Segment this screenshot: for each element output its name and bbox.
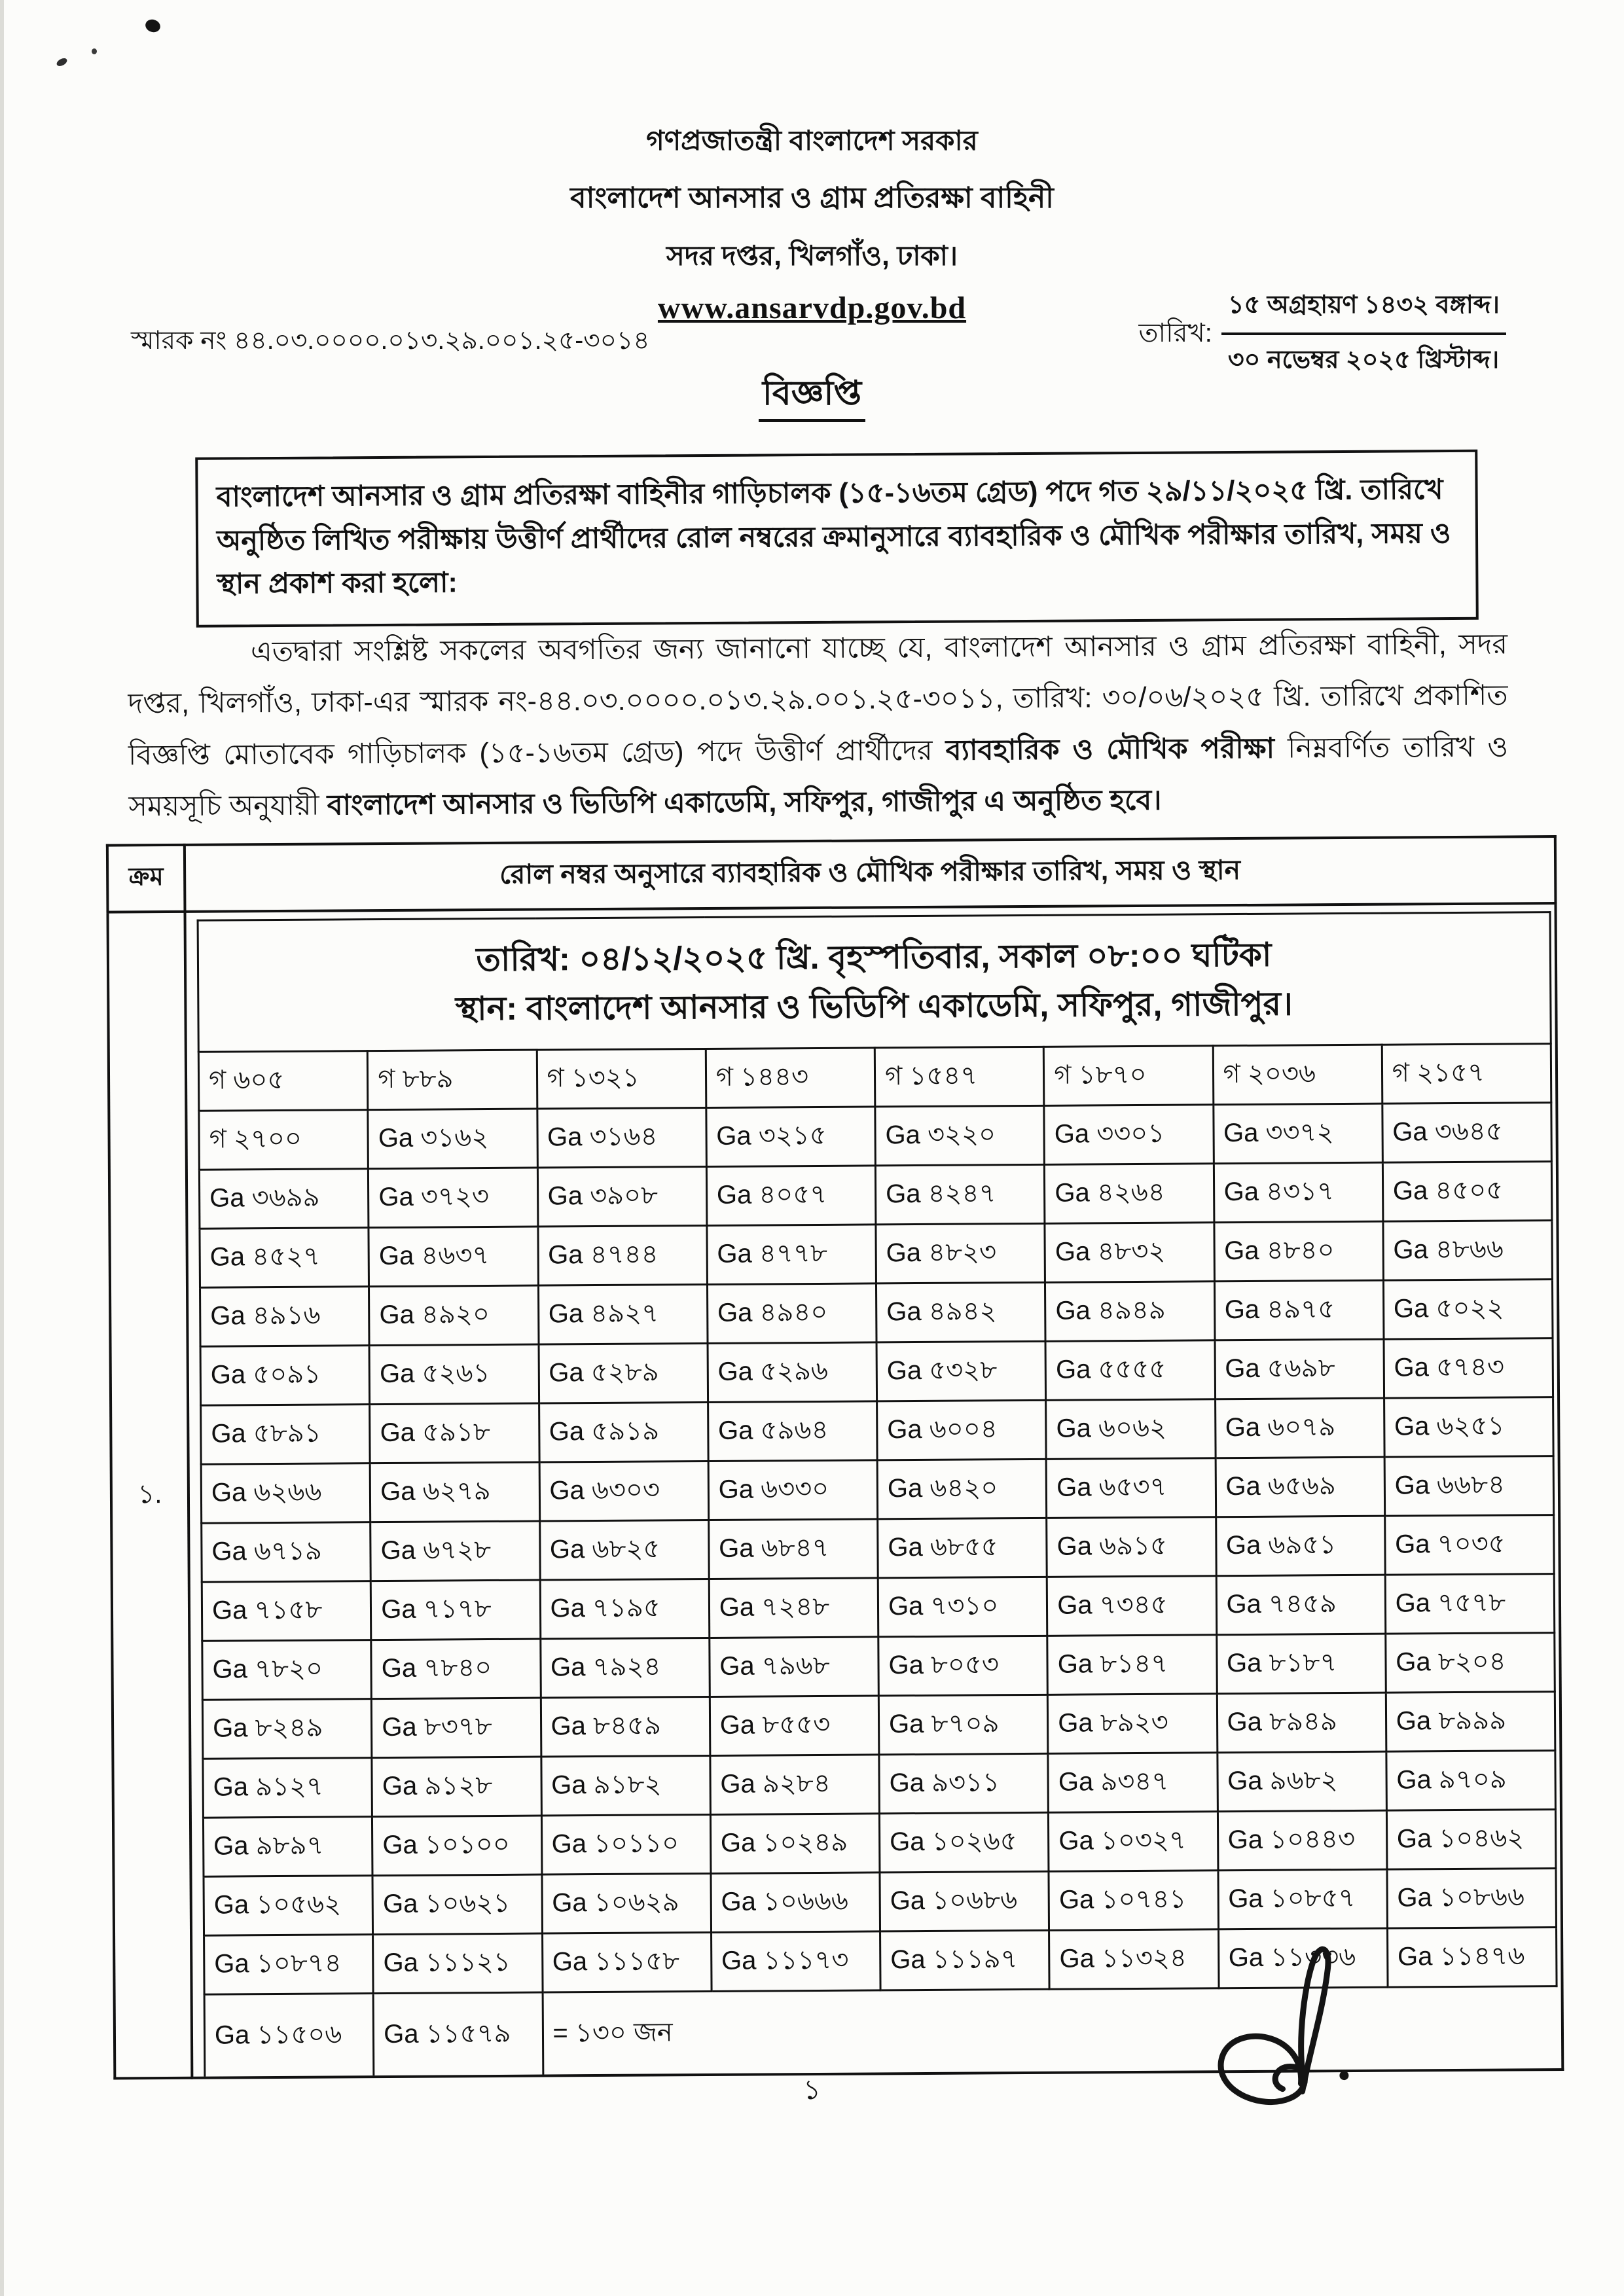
roll-cell: Ga ১০১১০ <box>541 1814 711 1874</box>
website-link: www.ansarvdp.gov.bd <box>657 291 967 325</box>
roll-row <box>198 1044 1551 1111</box>
roll-cell: Ga ১১১৫৮ <box>542 1932 712 1992</box>
roll-cell: Ga ৪৯৭৫ <box>1214 1280 1384 1340</box>
roll-cell: গ ১৫৪৭ <box>875 1047 1044 1107</box>
roll-cell: Ga ৯৩১১ <box>879 1753 1049 1814</box>
roll-row <box>202 1574 1555 1641</box>
roll-cell: Ga ১০৬৬৬ <box>711 1873 880 1933</box>
roll-cell <box>880 1989 1050 2072</box>
roll-cell: Ga ৯১৮২ <box>541 1755 710 1816</box>
session-header-row <box>198 912 1551 1052</box>
roll-cell: Ga ৫৯১৯ <box>539 1402 708 1462</box>
roll-cell: Ga ৪৮২৩ <box>876 1223 1045 1283</box>
roll-cell: Ga ৪৬৩৭ <box>369 1227 538 1287</box>
roll-cell: Ga ৪৯৪০ <box>707 1283 876 1344</box>
roll-cell: Ga ৪০৫৭ <box>706 1166 876 1226</box>
roll-cell: Ga ৩৯০৮ <box>537 1166 707 1227</box>
roll-cell: Ga ১০৮৫৭ <box>1218 1869 1387 1929</box>
roll-cell: Ga ৩৬৪৫ <box>1382 1103 1552 1163</box>
organization-name: বাংলাদেশ আনসার ও গ্রাম প্রতিরক্ষা বাহিনী <box>570 182 1054 214</box>
roll-cell: Ga ৬০০৪ <box>877 1400 1047 1460</box>
roll-cell: Ga ৬৮২৫ <box>539 1520 709 1580</box>
roll-cell: Ga ৪২৪৭ <box>875 1164 1045 1225</box>
schedule-table-header-row <box>107 836 1556 912</box>
roll-cell: Ga ৯২৮৪ <box>710 1755 880 1815</box>
roll-cell: Ga ১১৫০৬ <box>204 1994 374 2077</box>
roll-cell: Ga ৭২৪৮ <box>709 1578 878 1638</box>
roll-cell: Ga ৭৫৭৮ <box>1385 1574 1555 1634</box>
roll-row <box>200 1280 1553 1347</box>
roll-cell: গ ১৮৭০ <box>1044 1046 1214 1106</box>
roll-cell: Ga ৯১২৭ <box>203 1758 372 1818</box>
roll-cell: Ga ৩৩৭২ <box>1213 1103 1382 1164</box>
roll-cell: Ga ৮৭০৯ <box>878 1695 1048 1755</box>
serial-column-header: ক্রম <box>107 845 185 912</box>
roll-cell: Ga ৬৭২৮ <box>370 1521 540 1581</box>
paragraph-text: নিম্নবর্ণিত তারিখ ও সময়সূচি অনুযায়ী <box>128 730 1509 823</box>
roll-cell: Ga ৬৩৩০ <box>708 1460 878 1520</box>
roll-cell: Ga ৮২৪৯ <box>202 1699 372 1759</box>
roll-cell: Ga ৩২২০ <box>875 1105 1045 1166</box>
roll-cell: Ga ৭১৭৮ <box>370 1580 540 1640</box>
roll-cell: Ga ১০১০০ <box>372 1816 542 1876</box>
roll-cell: Ga ৪৫২৭ <box>200 1228 369 1288</box>
roll-cell: Ga ১১১৭৩ <box>711 1931 880 1992</box>
roll-cell: Ga ৬৩০৩ <box>539 1461 709 1521</box>
roll-cell: Ga ৭৪৫৯ <box>1216 1575 1386 1635</box>
roll-cell: Ga ৩২১৫ <box>706 1107 876 1167</box>
roll-cell: Ga ৫৩২৮ <box>876 1341 1046 1401</box>
roll-cell: Ga ১০৭৪১ <box>1049 1871 1218 1931</box>
roll-cell: Ga ৭৮২০ <box>202 1640 372 1700</box>
roll-cell: Ga ৮৯৪৯ <box>1217 1693 1386 1753</box>
roll-cell: Ga ১০৮৬৬ <box>1387 1869 1557 1929</box>
gregorian-calendar-date: ৩০ নভেম্বর ২০২৫ খ্রিস্টাব্দ। <box>1227 346 1500 374</box>
roll-cell: Ga ৫২৯৬ <box>708 1342 877 1403</box>
roll-row <box>200 1338 1553 1406</box>
roll-row <box>202 1692 1555 1759</box>
main-column-header: রোল নম্বর অনুসারে ব্যাবহারিক ও মৌখিক পরীক্ষার তারিখ, সময় ও স্থান <box>185 836 1556 912</box>
government-name: গণপ্রজাতন্ত্রী বাংলাদেশ সরকার <box>646 125 978 156</box>
roll-row <box>202 1515 1555 1583</box>
headquarters-address: সদর দপ্তর, খিলগাঁও, ঢাকা। <box>666 240 958 271</box>
bangla-calendar-date: ১৫ অগ্রহায়ণ ১৪৩২ বঙ্গাব্দ। <box>1221 285 1506 335</box>
roll-cell: Ga ৬৬৮৪ <box>1384 1456 1554 1516</box>
roll-row <box>204 1869 1557 1936</box>
paragraph-text: এতদ্বারা সংশ্লিষ্ট সকলের অবগতির জন্য জানানো যাচ্ছে যে, বাংলাদেশ আনসার ও গ্রাম প্রতিরক্ষা বাহিনী, সদর দপ্তর, খিলগাঁও, ঢাকা-এর স্মারক নং-৪৪.০৩.০০০০.০১৩.২৯.০০১.২৫-৩০১১, তারিখ: ৩০/০৬/২০২৫ খ্রি. তারিখে প্রকাশিত বিজ্ঞপ্তি মোতাবেক গাড়িচালক (১৫-১৬তম গ্রেড) পদে উত্তীর্ণ প্রার্থীদের <box>128 628 1508 771</box>
paragraph-bold-venue: বাংলাদেশ আনসার ও ভিডিপি একাডেমি, সফিপুর, গাজীপুর এ অনুষ্ঠিত হবে। <box>327 784 1162 821</box>
roll-cell: Ga ৬৭১৯ <box>202 1522 371 1583</box>
roll-cell: Ga ৩১৬৪ <box>537 1107 706 1168</box>
roll-cell: Ga ৮৯৯৯ <box>1386 1692 1555 1752</box>
roll-cell: Ga ৬৫৬৯ <box>1216 1457 1385 1517</box>
notice-title: বিজ্ঞপ্তি <box>759 374 865 422</box>
roll-cell: Ga ৪৮৬৬ <box>1383 1221 1553 1281</box>
roll-cell: Ga ৫৭৪৩ <box>1384 1338 1553 1399</box>
roll-cell: Ga ৭১৯৫ <box>540 1579 710 1639</box>
schedule-table <box>106 835 1564 2080</box>
roll-cell: Ga ৬০৭৯ <box>1215 1398 1384 1458</box>
session-header-cell <box>198 912 1551 1052</box>
roll-cell: Ga ১০২৬৫ <box>879 1812 1049 1873</box>
roll-cell: Ga ৪৭৪৪ <box>537 1225 707 1285</box>
roll-cell: Ga ৮৩৭৮ <box>372 1698 541 1758</box>
roll-cell: Ga ৮০৫৩ <box>878 1636 1048 1696</box>
roll-cell: Ga ৮১৪৭ <box>1047 1635 1217 1695</box>
roll-cell: Ga ১১১২১ <box>373 1933 543 1994</box>
roll-cell: Ga ৮১৮৭ <box>1216 1634 1386 1694</box>
roll-cell: Ga ৮২০৪ <box>1386 1633 1555 1693</box>
roll-cell: গ ১৪৪৩ <box>706 1048 875 1108</box>
roll-cell: Ga ৪৫০৫ <box>1382 1162 1552 1222</box>
roll-cell: Ga ১১৪৭৬ <box>1387 1928 1557 1988</box>
notice-summary-text: বাংলাদেশ আনসার ও গ্রাম প্রতিরক্ষা বাহিনীর গাড়িচালক (১৫-১৬তম গ্রেড) পদে গত ২৯/১১/২০২৫ খ্রি. তারিখে অনুষ্ঠিত লিখিত পরীক্ষায় উত্তীর্ণ প্রার্থীদের রোল নম্বরের ক্রমানুসারে ব্যাবহারিক ও মৌখিক পরীক্ষার তারিখ, সময় ও স্থান প্রকাশ করা হলো: <box>216 474 1451 600</box>
roll-cell: গ ১৩২১ <box>537 1049 706 1109</box>
roll-cell: Ga ১১১৯৭ <box>880 1930 1050 1990</box>
roll-cell: Ga ৫৯১৮ <box>370 1403 539 1463</box>
roll-row <box>201 1456 1554 1524</box>
roll-cell: Ga ১০৬২১ <box>372 1874 542 1935</box>
roll-cell: Ga ৭৯৬৮ <box>710 1637 879 1697</box>
roll-cell: Ga ৮৫৫৩ <box>710 1696 879 1756</box>
roll-cell: Ga ৫৫৫৫ <box>1045 1340 1215 1401</box>
roll-cell: গ ২০৩৬ <box>1213 1045 1382 1105</box>
roll-cell: Ga ৬৮৪৭ <box>708 1519 878 1579</box>
page-number: ১ <box>803 2074 821 2105</box>
roll-cell: গ ৬০৫ <box>198 1051 368 1111</box>
roll-cell: Ga ৮৯২৩ <box>1048 1694 1218 1754</box>
roll-cell: Ga ৫৮৯১ <box>201 1405 370 1465</box>
body-paragraph <box>128 619 1509 833</box>
roll-cell: Ga ৫২৬১ <box>369 1344 539 1405</box>
roll-cell: Ga ৬৫৩৭ <box>1046 1458 1216 1518</box>
schedule-content-cell <box>185 903 1562 2078</box>
roll-cell: Ga ৭০৩৫ <box>1384 1515 1554 1575</box>
roll-cell: Ga ৯৭০৯ <box>1386 1751 1556 1811</box>
roll-cell: Ga ৪৯১৬ <box>200 1287 369 1347</box>
date-label: তারিখ: <box>1138 318 1212 348</box>
roll-cell: Ga ৯১২৮ <box>372 1757 541 1817</box>
roll-cell: Ga ৬৮৫৫ <box>878 1518 1047 1578</box>
roll-cell: Ga ৯৮৯৭ <box>203 1817 372 1877</box>
roll-cell: Ga ১০৩২৭ <box>1049 1812 1218 1872</box>
roll-number-table <box>197 911 1559 2077</box>
roll-row <box>201 1397 1554 1465</box>
roll-cell: Ga ৪৯২৭ <box>538 1284 708 1344</box>
roll-grid-body <box>198 912 1557 2077</box>
roll-cell: Ga ৬০৬২ <box>1046 1399 1216 1460</box>
roll-cell: Ga ৬৯১৫ <box>1047 1517 1216 1577</box>
roll-cell <box>1388 1986 1557 2070</box>
roll-cell: Ga ১১৩৩৬ <box>1218 1928 1388 1988</box>
schedule-table-body-row <box>107 903 1562 2078</box>
roll-cell: Ga ৭১৫৮ <box>202 1581 371 1641</box>
roll-cell: Ga ১১৩২৪ <box>1049 1929 1219 1990</box>
roll-cell: Ga ৫০৯১ <box>200 1346 370 1406</box>
roll-cell: Ga ৬২৬৬ <box>201 1463 370 1524</box>
memo-number: স্মারক নং ৪৪.০৩.০০০০.০১৩.২৯.০০১.২৫-৩০১৪ <box>131 327 650 355</box>
roll-cell: Ga ৪৯৪৯ <box>1045 1282 1215 1342</box>
total-count-cell: = ১৩০ জন <box>543 1991 712 2074</box>
roll-cell: Ga ৩৩০১ <box>1044 1105 1214 1165</box>
roll-cell: Ga ৪৩১৭ <box>1214 1162 1383 1223</box>
roll-row <box>200 1221 1553 1288</box>
roll-cell: Ga ৫৬৯৮ <box>1215 1339 1384 1399</box>
roll-cell: Ga ১০৬৮৬ <box>880 1871 1049 1931</box>
paragraph-bold-exam: ব্যাবহারিক ও মৌখিক পরীক্ষা <box>945 732 1275 766</box>
roll-cell: Ga ৪৮৪০ <box>1214 1221 1383 1282</box>
roll-cell: Ga ৫৯৬৪ <box>708 1401 877 1462</box>
roll-cell: Ga ১০৮৭৪ <box>204 1935 374 1995</box>
roll-row <box>202 1633 1555 1700</box>
roll-cell: Ga ৪৯২০ <box>369 1285 539 1346</box>
session-venue: স্থান: বাংলাদেশ আনসার ও ভিডিপি একাডেমি, সফিপুর, গাজীপুর। <box>455 985 1293 1028</box>
roll-cell: Ga ৫০২২ <box>1383 1280 1553 1340</box>
roll-cell: Ga ৩৭২৩ <box>369 1168 538 1228</box>
roll-cell: Ga ৯৬৮২ <box>1217 1751 1386 1812</box>
roll-row <box>203 1751 1556 1818</box>
roll-cell: Ga ৪৭৭৮ <box>707 1225 876 1285</box>
roll-cell: Ga ৪৯৪২ <box>876 1282 1045 1342</box>
notice-summary-box <box>195 450 1479 628</box>
roll-cell: Ga ৬৪২০ <box>877 1459 1047 1519</box>
roll-cell: Ga ১০৬২৯ <box>541 1873 711 1933</box>
roll-cell: গ ২৭০০ <box>199 1110 369 1170</box>
roll-cell: Ga ১০২৪৯ <box>710 1814 880 1874</box>
roll-row <box>199 1162 1552 1229</box>
roll-cell: Ga ৪২৬৪ <box>1045 1164 1214 1224</box>
roll-cell: Ga ৩১৬২ <box>368 1109 537 1169</box>
roll-cell: Ga ৩৬৯৯ <box>199 1169 369 1229</box>
roll-cell: Ga ৮৪৫৯ <box>541 1696 710 1757</box>
roll-cell: Ga ৫২৮৯ <box>539 1343 708 1403</box>
roll-cell: Ga ১০৪৬২ <box>1386 1810 1556 1870</box>
roll-cell: Ga ৭৩৪৫ <box>1047 1576 1216 1636</box>
roll-cell: Ga ৭৮৪০ <box>371 1639 541 1699</box>
roll-cell: Ga ৬৯৫১ <box>1216 1516 1385 1576</box>
roll-cell: Ga ১০৫৬২ <box>204 1876 373 1936</box>
roll-row <box>199 1103 1552 1170</box>
roll-cell <box>712 1990 881 2073</box>
roll-cell: Ga ৭৯২৪ <box>540 1638 710 1698</box>
roll-cell: Ga ৬২৭৯ <box>370 1462 539 1522</box>
roll-cell: Ga ১১৫৭৯ <box>373 1992 543 2075</box>
roll-row <box>203 1810 1556 1877</box>
roll-cell: Ga ৯৩৪৭ <box>1048 1753 1218 1813</box>
roll-cell: Ga ১০৪৪৩ <box>1218 1810 1387 1871</box>
roll-cell: গ ২১৫৭ <box>1382 1044 1551 1104</box>
roll-cell: Ga ৬২৫১ <box>1384 1397 1553 1458</box>
roll-cell: Ga ৪৮৩২ <box>1045 1223 1214 1283</box>
serial-number-cell: ১. <box>107 912 192 2079</box>
roll-cell: Ga ৭৩১০ <box>878 1577 1047 1637</box>
session-date-time: তারিখ: ০৪/১২/২০২৫ খ্রি. বৃহস্পতিবার, সকাল ০৮:০০ ঘটিকা <box>476 936 1272 978</box>
roll-cell: গ ৮৮৯ <box>368 1050 537 1110</box>
